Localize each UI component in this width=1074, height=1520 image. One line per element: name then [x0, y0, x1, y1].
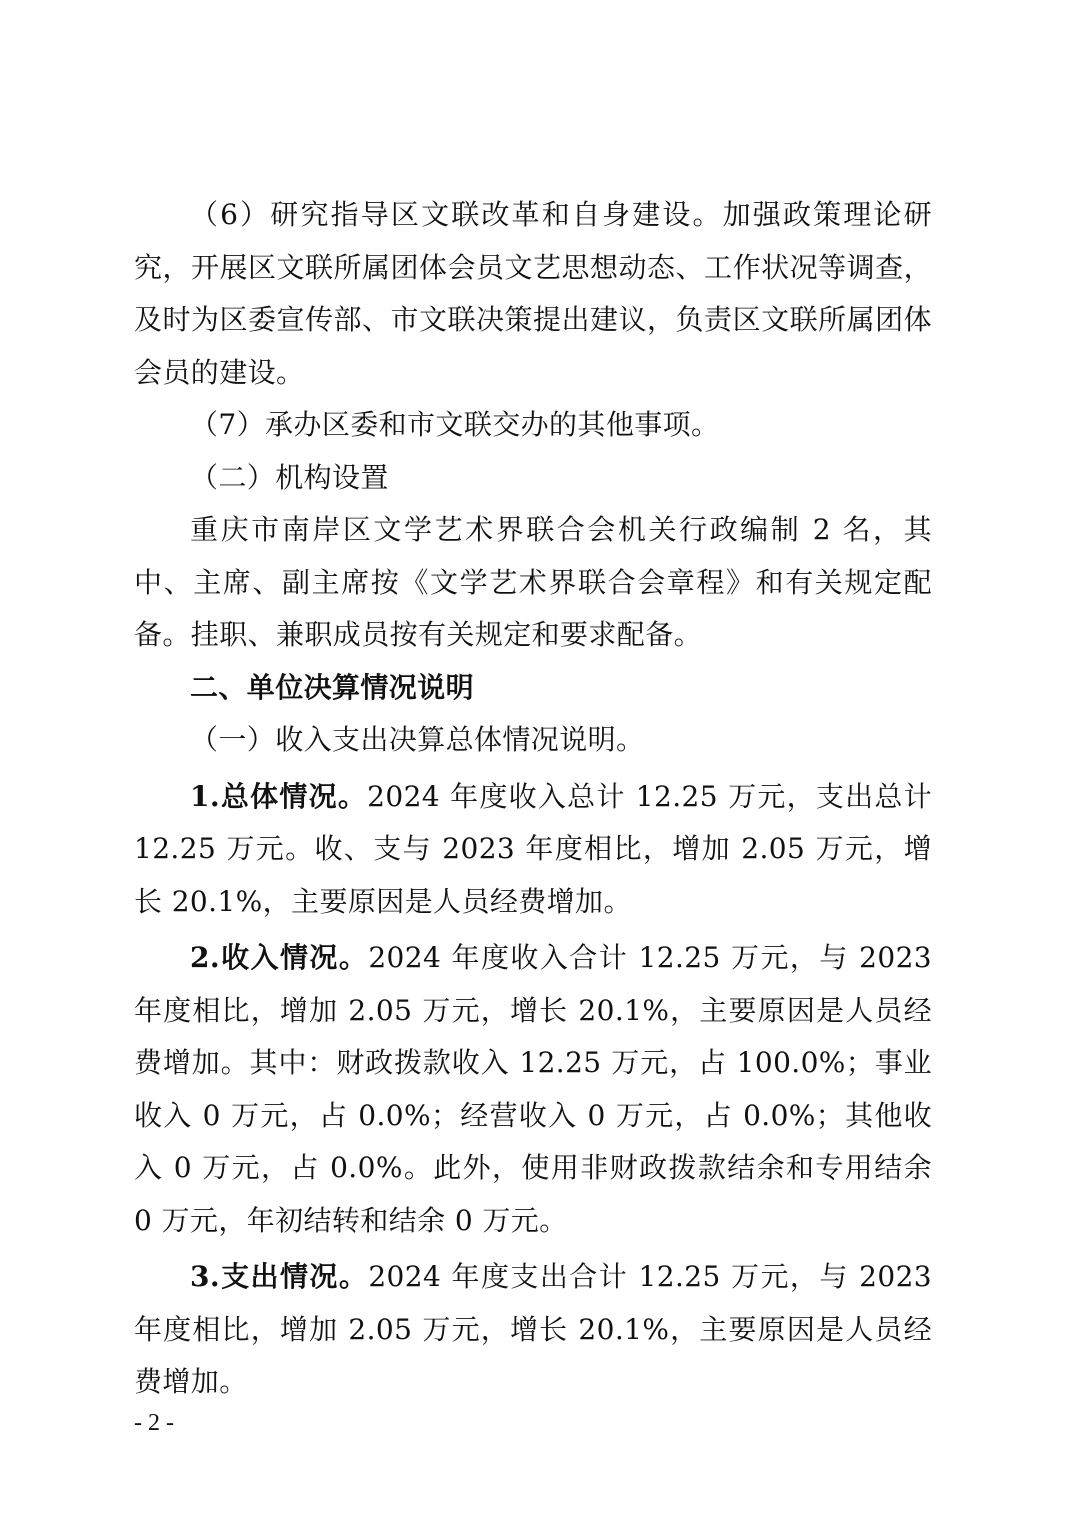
section-heading-final-accounts: 二、单位决算情况说明 — [190, 670, 475, 704]
paragraph-income — [134, 932, 932, 1247]
paragraph-expense — [134, 1251, 932, 1409]
paragraph-overall-heading: 1.总体情况。 — [190, 779, 368, 813]
paragraph-duty-6: （6）研究指导区文联改革和自身建设。加强政策理论研究，开展区文联所属团体会员文艺思想动态、工作状况等调查，及时为区委宣传部、市文联决策提出建议，负责区文联所属团体会员的建设。 — [134, 198, 932, 389]
paragraph-expense-heading: 3.支出情况。 — [190, 1260, 369, 1293]
body-text — [134, 189, 932, 1409]
paragraph-overall — [134, 771, 932, 929]
section-heading-org-setup: （二）机构设置 — [190, 460, 389, 494]
paragraph-overall-body: 2024 年度收入总计 12.25 万元，支出总计 12.25 万元。收、支与 2023 年度相比，增加 2.05 万元，增长 20.1%，主要原因是人员经费增加。 — [134, 779, 933, 918]
paragraph-org-setup: 重庆市南岸区文学艺术界联合会机关行政编制 2 名，其中、主席、副主席按《文学艺术界联合会章程》和有关规定配备。挂职、兼职成员按有关规定和要求配备。 — [134, 513, 932, 651]
paragraph-duty-7: （7）承办区委和市文联交办的其他事项。 — [190, 408, 720, 441]
paragraph-expense-body: 2024 年度支出合计 12.25 万元，与 2023 年度相比，增加 2.05 万元，增长 20.1%，主要原因是人员经费增加。 — [134, 1260, 933, 1398]
paragraph-income-heading: 2.收入情况。 — [190, 941, 369, 974]
page-number: - 2 - — [134, 1410, 174, 1436]
paragraph-income-body: 2024 年度收入合计 12.25 万元，与 2023 年度相比，增加 2.05 万元，增长 20.1%，主要原因是人员经费增加。其中：财政拨款收入 12.25 万元，占 100.0%；事业收入 0 万元，占 0.0%；经营收入 0 万元，占 0.0%；其他收入 0 万元，占 0.0%。此外，使用非财政拨款结余和专用结余 0 万元，年初结转和结余 0 万元。 — [134, 941, 933, 1237]
subsection-heading-income-expense: （一）收入支出决算总体情况说明。 — [190, 723, 645, 756]
